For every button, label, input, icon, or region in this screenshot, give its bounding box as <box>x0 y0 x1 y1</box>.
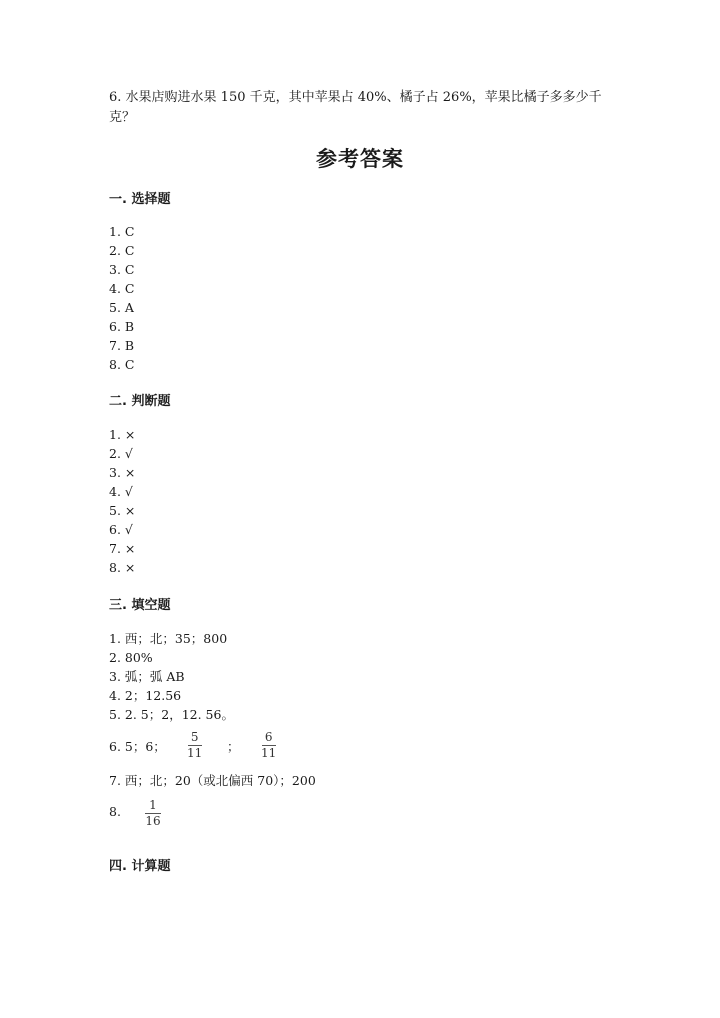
fraction-denominator: 16 <box>145 814 161 828</box>
list-item: 4. 2；12.56 <box>109 688 182 703</box>
choice-answer-list <box>109 222 134 374</box>
list-item: 1. 西；北；35；800 <box>109 631 228 646</box>
list-item: 1. C <box>109 224 135 239</box>
list-item: 5. A <box>109 300 134 315</box>
page-title: 参考答案 <box>316 147 404 171</box>
fill-answer-7: 7. 西；北；20（或北偏西 70）；200 <box>109 773 316 788</box>
fraction-1-16 <box>145 799 161 828</box>
section-title-calc: 四. 计算题 <box>109 859 171 874</box>
fill-answer-6-prefix: 6. 5；6； <box>109 739 166 754</box>
fraction-6-11 <box>261 731 276 760</box>
word-problem-6: 6. 水果店购进水果 150 千克，其中苹果占 40%、橘子占 26%，苹果比橘子多多少千克？ <box>109 90 602 125</box>
fraction-denominator: 11 <box>187 746 203 760</box>
list-item: 8. × <box>109 560 136 575</box>
list-item: 3. × <box>109 465 136 480</box>
fraction-5-11 <box>187 731 202 760</box>
list-item: 6. B <box>109 319 135 334</box>
fraction-denominator: 11 <box>261 746 277 760</box>
judge-answer-list <box>109 425 135 577</box>
list-item: 6. √ <box>109 522 133 537</box>
fill-answer-8-prefix: 8. <box>109 804 121 819</box>
list-item: 7. × <box>109 541 136 556</box>
list-item: 3. C <box>109 262 135 277</box>
list-item: 2. 80% <box>109 650 153 665</box>
fraction-numerator: 1 <box>149 798 157 812</box>
list-item: 4. √ <box>109 484 133 499</box>
list-item: 5. 2. 5；2，12. 56。 <box>109 707 234 722</box>
fraction-numerator: 6 <box>264 730 273 744</box>
list-item: 7. B <box>109 338 135 353</box>
list-item: 2. √ <box>109 446 133 461</box>
list-item: 1. × <box>109 427 136 442</box>
fill-answer-6-separator: ； <box>227 739 240 754</box>
list-item: 5. × <box>109 503 136 518</box>
fraction-numerator: 5 <box>190 730 199 744</box>
list-item: 4. C <box>109 281 135 296</box>
section-title-fill: 三. 填空题 <box>109 598 171 613</box>
fill-answer-list <box>109 629 234 724</box>
list-item: 3. 弧；弧 AB <box>109 669 185 684</box>
list-item: 2. C <box>109 243 135 258</box>
section-title-judge: 二. 判断题 <box>109 394 171 409</box>
section-title-choice: 一. 选择题 <box>109 192 171 207</box>
list-item: 8. C <box>109 357 135 372</box>
